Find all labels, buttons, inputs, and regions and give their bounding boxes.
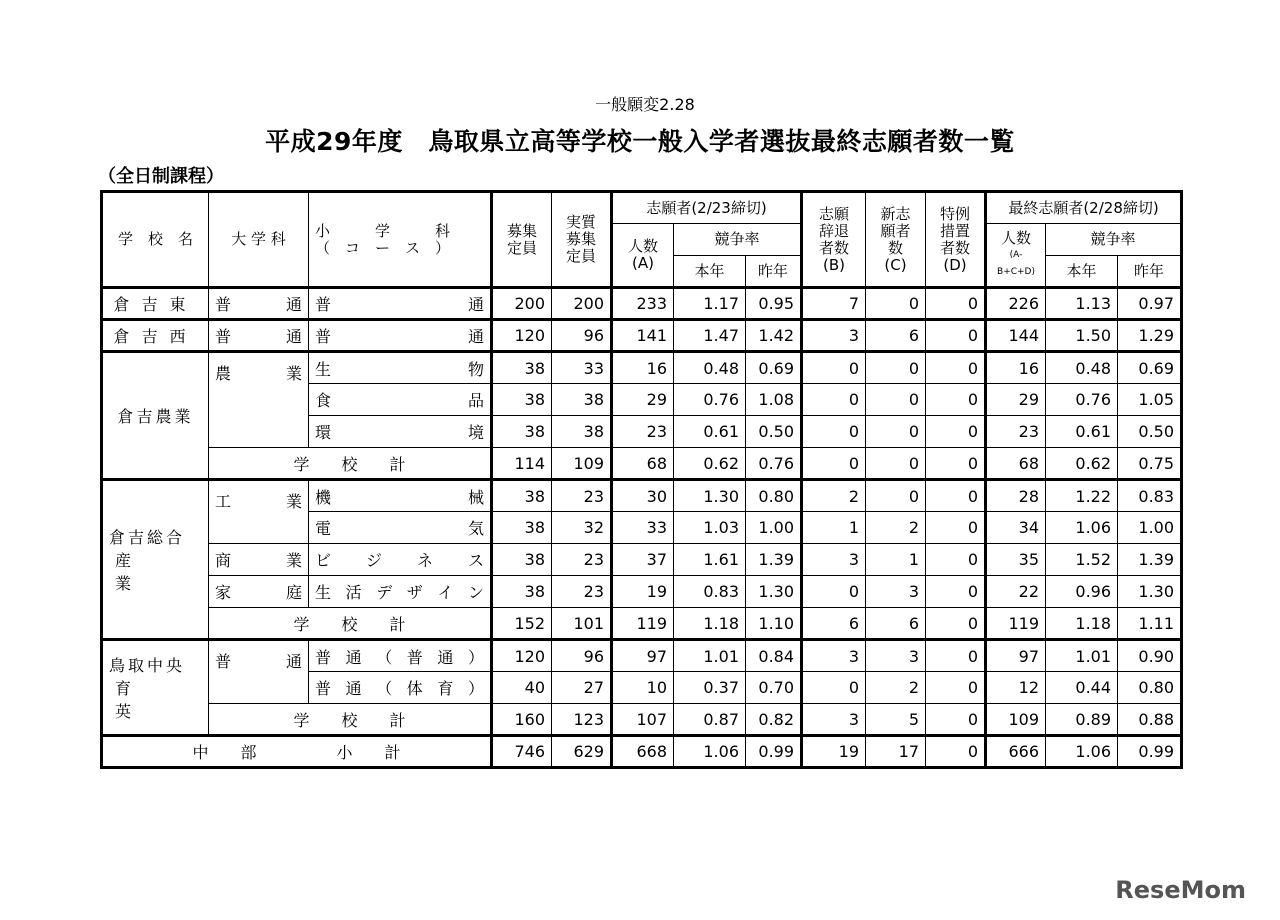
table-row (102, 608, 1182, 640)
value-cell: 1.17 (674, 288, 746, 320)
value-cell: 6 (866, 320, 926, 352)
value-cell: 0.89 (1046, 704, 1118, 736)
value-cell: 141 (612, 320, 674, 352)
value-cell: 33 (612, 512, 674, 544)
school-total-label: 学 校 計 (209, 704, 492, 736)
value-cell: 0 (926, 576, 986, 608)
table-row (102, 352, 1182, 384)
header-withdraw-sub: (B) (823, 255, 846, 274)
value-cell: 668 (612, 736, 674, 768)
value-cell: 3 (866, 576, 926, 608)
header-minor-top: 小 学 科 (315, 221, 451, 240)
minor-cell (309, 288, 492, 320)
value-cell: 0 (926, 288, 986, 320)
value-cell: 0.62 (674, 448, 746, 480)
value-cell: 38 (492, 544, 552, 576)
major-cell (209, 320, 309, 352)
school-name-line1: 鳥取中央 (109, 656, 186, 675)
value-cell: 0.48 (1046, 352, 1118, 384)
header-capacity: 募集定員 (492, 192, 552, 288)
value-cell: 0.95 (746, 288, 802, 320)
minor-cell (309, 672, 492, 704)
value-cell: 0 (926, 608, 986, 640)
school-name: 倉吉西 (113, 327, 198, 346)
value-cell: 0 (866, 384, 926, 416)
value-cell: 30 (612, 480, 674, 512)
value-cell: 120 (492, 640, 552, 672)
value-cell: 0 (926, 352, 986, 384)
value-cell: 226 (986, 288, 1046, 320)
value-cell: 0.44 (1046, 672, 1118, 704)
value-cell: 629 (552, 736, 612, 768)
school-name-cell (102, 480, 209, 640)
major-name: 工 業 (215, 492, 302, 511)
value-cell: 0.97 (1118, 288, 1182, 320)
value-cell: 0.90 (1118, 640, 1182, 672)
value-cell: 34 (986, 512, 1046, 544)
value-cell: 97 (612, 640, 674, 672)
school-name-line2: 産業 (115, 551, 162, 593)
value-cell: 1.00 (1118, 512, 1182, 544)
value-cell: 200 (552, 288, 612, 320)
school-name-cell (102, 320, 209, 352)
value-cell: 29 (986, 384, 1046, 416)
minor-name: 普 通 （ 体 育 ） (315, 679, 484, 698)
major-cell (209, 480, 309, 544)
value-cell: 1.13 (1046, 288, 1118, 320)
value-cell: 114 (492, 448, 552, 480)
minor-cell (309, 480, 492, 512)
value-cell: 0.75 (1118, 448, 1182, 480)
school-name-cell (102, 640, 209, 736)
value-cell: 0.82 (746, 704, 802, 736)
value-cell: 37 (612, 544, 674, 576)
header-special: 特例措置者数 (D) (926, 192, 986, 288)
value-cell: 0.62 (1046, 448, 1118, 480)
header-special-sub: (D) (943, 255, 967, 274)
value-cell: 152 (492, 608, 552, 640)
value-cell: 0 (866, 288, 926, 320)
table-body (102, 192, 1182, 768)
value-cell: 1.22 (1046, 480, 1118, 512)
value-cell: 0 (866, 448, 926, 480)
value-cell: 0 (926, 704, 986, 736)
table-row (102, 576, 1182, 608)
value-cell: 28 (986, 480, 1046, 512)
value-cell: 2 (866, 512, 926, 544)
value-cell: 3 (802, 544, 866, 576)
value-cell: 23 (986, 416, 1046, 448)
header-row-1 (102, 192, 1182, 224)
value-cell: 0.37 (674, 672, 746, 704)
value-cell: 0.69 (746, 352, 802, 384)
minor-cell (309, 512, 492, 544)
value-cell: 38 (552, 416, 612, 448)
value-cell: 0 (866, 480, 926, 512)
value-cell: 1.30 (674, 480, 746, 512)
header-actual-capacity: 実質募集定員 (552, 192, 612, 288)
value-cell: 6 (802, 608, 866, 640)
value-cell: 0 (926, 480, 986, 512)
header-last-year: 昨年 (746, 256, 802, 288)
value-cell: 1.39 (746, 544, 802, 576)
header-new: 新志願者数 (C) (866, 192, 926, 288)
value-cell: 666 (986, 736, 1046, 768)
value-cell: 0.96 (1046, 576, 1118, 608)
value-cell: 0.76 (746, 448, 802, 480)
major-name: 農 業 (215, 364, 302, 383)
table-row (102, 480, 1182, 512)
major-cell (209, 352, 309, 448)
minor-cell (309, 640, 492, 672)
minor-name: 環 境 (315, 423, 484, 442)
value-cell: 119 (986, 608, 1046, 640)
value-cell: 0.83 (674, 576, 746, 608)
value-cell: 7 (802, 288, 866, 320)
value-cell: 0 (802, 416, 866, 448)
value-cell: 123 (552, 704, 612, 736)
value-cell: 27 (552, 672, 612, 704)
value-cell: 3 (866, 640, 926, 672)
value-cell: 0 (866, 416, 926, 448)
header-major: 大 学 科 (209, 192, 309, 288)
table-row (102, 736, 1182, 768)
minor-name: 普 通 (315, 295, 484, 314)
value-cell: 1.06 (674, 736, 746, 768)
value-cell: 119 (612, 608, 674, 640)
value-cell: 68 (612, 448, 674, 480)
header-withdraw: 志願辞退者数 (B) (802, 192, 866, 288)
value-cell: 3 (802, 704, 866, 736)
table-row (102, 704, 1182, 736)
header-applicants-group: 志願者(2/23締切) (612, 192, 802, 224)
value-cell: 0.99 (1118, 736, 1182, 768)
value-cell: 0.61 (674, 416, 746, 448)
value-cell: 200 (492, 288, 552, 320)
minor-name: 普 通 （ 普 通 ） (315, 647, 484, 667)
value-cell: 1.00 (746, 512, 802, 544)
value-cell: 10 (612, 672, 674, 704)
header-final-competition: 競争率 (1046, 224, 1182, 256)
header-this-year: 本年 (674, 256, 746, 288)
value-cell: 96 (552, 640, 612, 672)
value-cell: 5 (866, 704, 926, 736)
value-cell: 3 (802, 640, 866, 672)
value-cell: 0 (926, 736, 986, 768)
header-minor-bottom: （ コ ー ス ） (315, 238, 451, 257)
resemom-logo: ReseMom (1115, 876, 1246, 904)
value-cell: 38 (492, 352, 552, 384)
value-cell: 38 (492, 512, 552, 544)
value-cell: 1.01 (1046, 640, 1118, 672)
value-cell: 23 (552, 480, 612, 512)
value-cell: 107 (612, 704, 674, 736)
value-cell: 0 (802, 448, 866, 480)
header-minor (309, 192, 492, 288)
value-cell: 0.50 (1118, 416, 1182, 448)
value-cell: 97 (986, 640, 1046, 672)
value-cell: 160 (492, 704, 552, 736)
value-cell: 23 (612, 416, 674, 448)
header-competition: 競争率 (674, 224, 802, 256)
value-cell: 0 (926, 416, 986, 448)
value-cell: 38 (492, 416, 552, 448)
applicants-table (100, 190, 1183, 769)
value-cell: 0.88 (1118, 704, 1182, 736)
table-row (102, 448, 1182, 480)
value-cell: 6 (866, 608, 926, 640)
school-name-cell (102, 288, 209, 320)
minor-cell (309, 352, 492, 384)
value-cell: 0.99 (746, 736, 802, 768)
value-cell: 1.18 (674, 608, 746, 640)
value-cell: 0 (926, 320, 986, 352)
value-cell: 233 (612, 288, 674, 320)
value-cell: 0.87 (674, 704, 746, 736)
value-cell: 33 (552, 352, 612, 384)
table-row (102, 640, 1182, 672)
value-cell: 1.30 (746, 576, 802, 608)
value-cell: 40 (492, 672, 552, 704)
major-cell (209, 576, 309, 608)
school-total-label: 学 校 計 (209, 448, 492, 480)
document-subtitle: 一般願変2.28 (595, 95, 695, 114)
major-name: 普 通 (215, 327, 302, 346)
value-cell: 38 (492, 576, 552, 608)
section-label: （全日制課程） (98, 166, 224, 187)
header-new-sub: (C) (884, 255, 907, 274)
value-cell: 0.48 (674, 352, 746, 384)
value-cell: 0.76 (674, 384, 746, 416)
minor-cell (309, 576, 492, 608)
value-cell: 0.70 (746, 672, 802, 704)
value-cell: 2 (866, 672, 926, 704)
value-cell: 1.03 (674, 512, 746, 544)
value-cell: 0.83 (1118, 480, 1182, 512)
value-cell: 32 (552, 512, 612, 544)
header-school: 学 校 名 (102, 192, 209, 288)
value-cell: 0 (866, 352, 926, 384)
value-cell: 1.06 (1046, 512, 1118, 544)
value-cell: 0 (802, 352, 866, 384)
value-cell: 1.52 (1046, 544, 1118, 576)
table-row (102, 544, 1182, 576)
value-cell: 12 (986, 672, 1046, 704)
header-final-this-year: 本年 (1046, 256, 1118, 288)
value-cell: 16 (986, 352, 1046, 384)
value-cell: 1 (866, 544, 926, 576)
table-row (102, 320, 1182, 352)
value-cell: 1.10 (746, 608, 802, 640)
major-name: 普 通 (215, 652, 302, 671)
value-cell: 0 (802, 384, 866, 416)
value-cell: 16 (612, 352, 674, 384)
value-cell: 0.80 (1118, 672, 1182, 704)
minor-name: 生 物 (315, 359, 484, 379)
school-name-line2: 育英 (115, 679, 162, 721)
header-final-last-year: 昨年 (1118, 256, 1182, 288)
table-row (102, 288, 1182, 320)
header-final-formula: (A-B+C+D) (997, 249, 1035, 277)
value-cell: 2 (802, 480, 866, 512)
value-cell: 1.05 (1118, 384, 1182, 416)
value-cell: 1.29 (1118, 320, 1182, 352)
value-cell: 0.50 (746, 416, 802, 448)
header-final-group: 最終志願者(2/28締切) (986, 192, 1182, 224)
value-cell: 17 (866, 736, 926, 768)
value-cell: 1 (802, 512, 866, 544)
major-name: 家 庭 (215, 583, 302, 602)
document-title: 平成29年度 鳥取県立高等学校一般入学者選抜最終志願者数一覧 (265, 127, 1015, 156)
minor-name: 生 活 デ ザ イ ン (315, 583, 484, 602)
value-cell: 0.61 (1046, 416, 1118, 448)
value-cell: 38 (492, 384, 552, 416)
school-name: 倉吉東 (113, 295, 198, 314)
value-cell: 1.01 (674, 640, 746, 672)
minor-name: 機 械 (315, 487, 484, 507)
value-cell: 96 (552, 320, 612, 352)
value-cell: 22 (986, 576, 1046, 608)
value-cell: 1.61 (674, 544, 746, 576)
major-cell (209, 640, 309, 704)
minor-cell (309, 544, 492, 576)
value-cell: 1.50 (1046, 320, 1118, 352)
value-cell: 23 (552, 544, 612, 576)
value-cell: 120 (492, 320, 552, 352)
major-cell (209, 544, 309, 576)
value-cell: 1.42 (746, 320, 802, 352)
major-name: 商 業 (215, 551, 302, 570)
value-cell: 3 (802, 320, 866, 352)
value-cell: 1.39 (1118, 544, 1182, 576)
major-name: 普 通 (215, 295, 302, 314)
value-cell: 0.69 (1118, 352, 1182, 384)
value-cell: 0 (926, 640, 986, 672)
value-cell: 144 (986, 320, 1046, 352)
grand-total-label: 中 部 小 計 (102, 736, 492, 768)
minor-cell (309, 320, 492, 352)
value-cell: 1.06 (1046, 736, 1118, 768)
value-cell: 1.08 (746, 384, 802, 416)
minor-name: ビ ジ ネ ス (315, 551, 484, 570)
school-name: 倉吉農業 (117, 407, 194, 426)
minor-cell (309, 416, 492, 448)
school-name-cell (102, 352, 209, 480)
value-cell: 35 (986, 544, 1046, 576)
value-cell: 0 (926, 544, 986, 576)
value-cell: 0.84 (746, 640, 802, 672)
value-cell: 68 (986, 448, 1046, 480)
value-cell: 19 (802, 736, 866, 768)
school-total-label: 学 校 計 (209, 608, 492, 640)
minor-cell (309, 384, 492, 416)
value-cell: 1.30 (1118, 576, 1182, 608)
header-final-count: 人数 (A-B+C+D) (986, 224, 1046, 288)
header-applicants-count: 人数 (A) (612, 224, 674, 288)
value-cell: 1.18 (1046, 608, 1118, 640)
value-cell: 1.47 (674, 320, 746, 352)
header-applicants-count-sub: (A) (632, 254, 654, 272)
value-cell: 0 (926, 448, 986, 480)
value-cell: 38 (552, 384, 612, 416)
major-cell (209, 288, 309, 320)
value-cell: 0 (802, 672, 866, 704)
value-cell: 0 (926, 384, 986, 416)
value-cell: 0.76 (1046, 384, 1118, 416)
value-cell: 109 (986, 704, 1046, 736)
value-cell: 29 (612, 384, 674, 416)
value-cell: 0 (802, 576, 866, 608)
value-cell: 109 (552, 448, 612, 480)
minor-name: 普 通 (315, 327, 484, 346)
minor-name: 電 気 (315, 519, 484, 538)
school-name-line1: 倉吉総合 (109, 528, 186, 547)
value-cell: 38 (492, 480, 552, 512)
value-cell: 0.80 (746, 480, 802, 512)
minor-name: 食 品 (315, 391, 484, 410)
value-cell: 1.11 (1118, 608, 1182, 640)
value-cell: 101 (552, 608, 612, 640)
value-cell: 19 (612, 576, 674, 608)
value-cell: 0 (926, 512, 986, 544)
value-cell: 0 (926, 672, 986, 704)
value-cell: 746 (492, 736, 552, 768)
value-cell: 23 (552, 576, 612, 608)
